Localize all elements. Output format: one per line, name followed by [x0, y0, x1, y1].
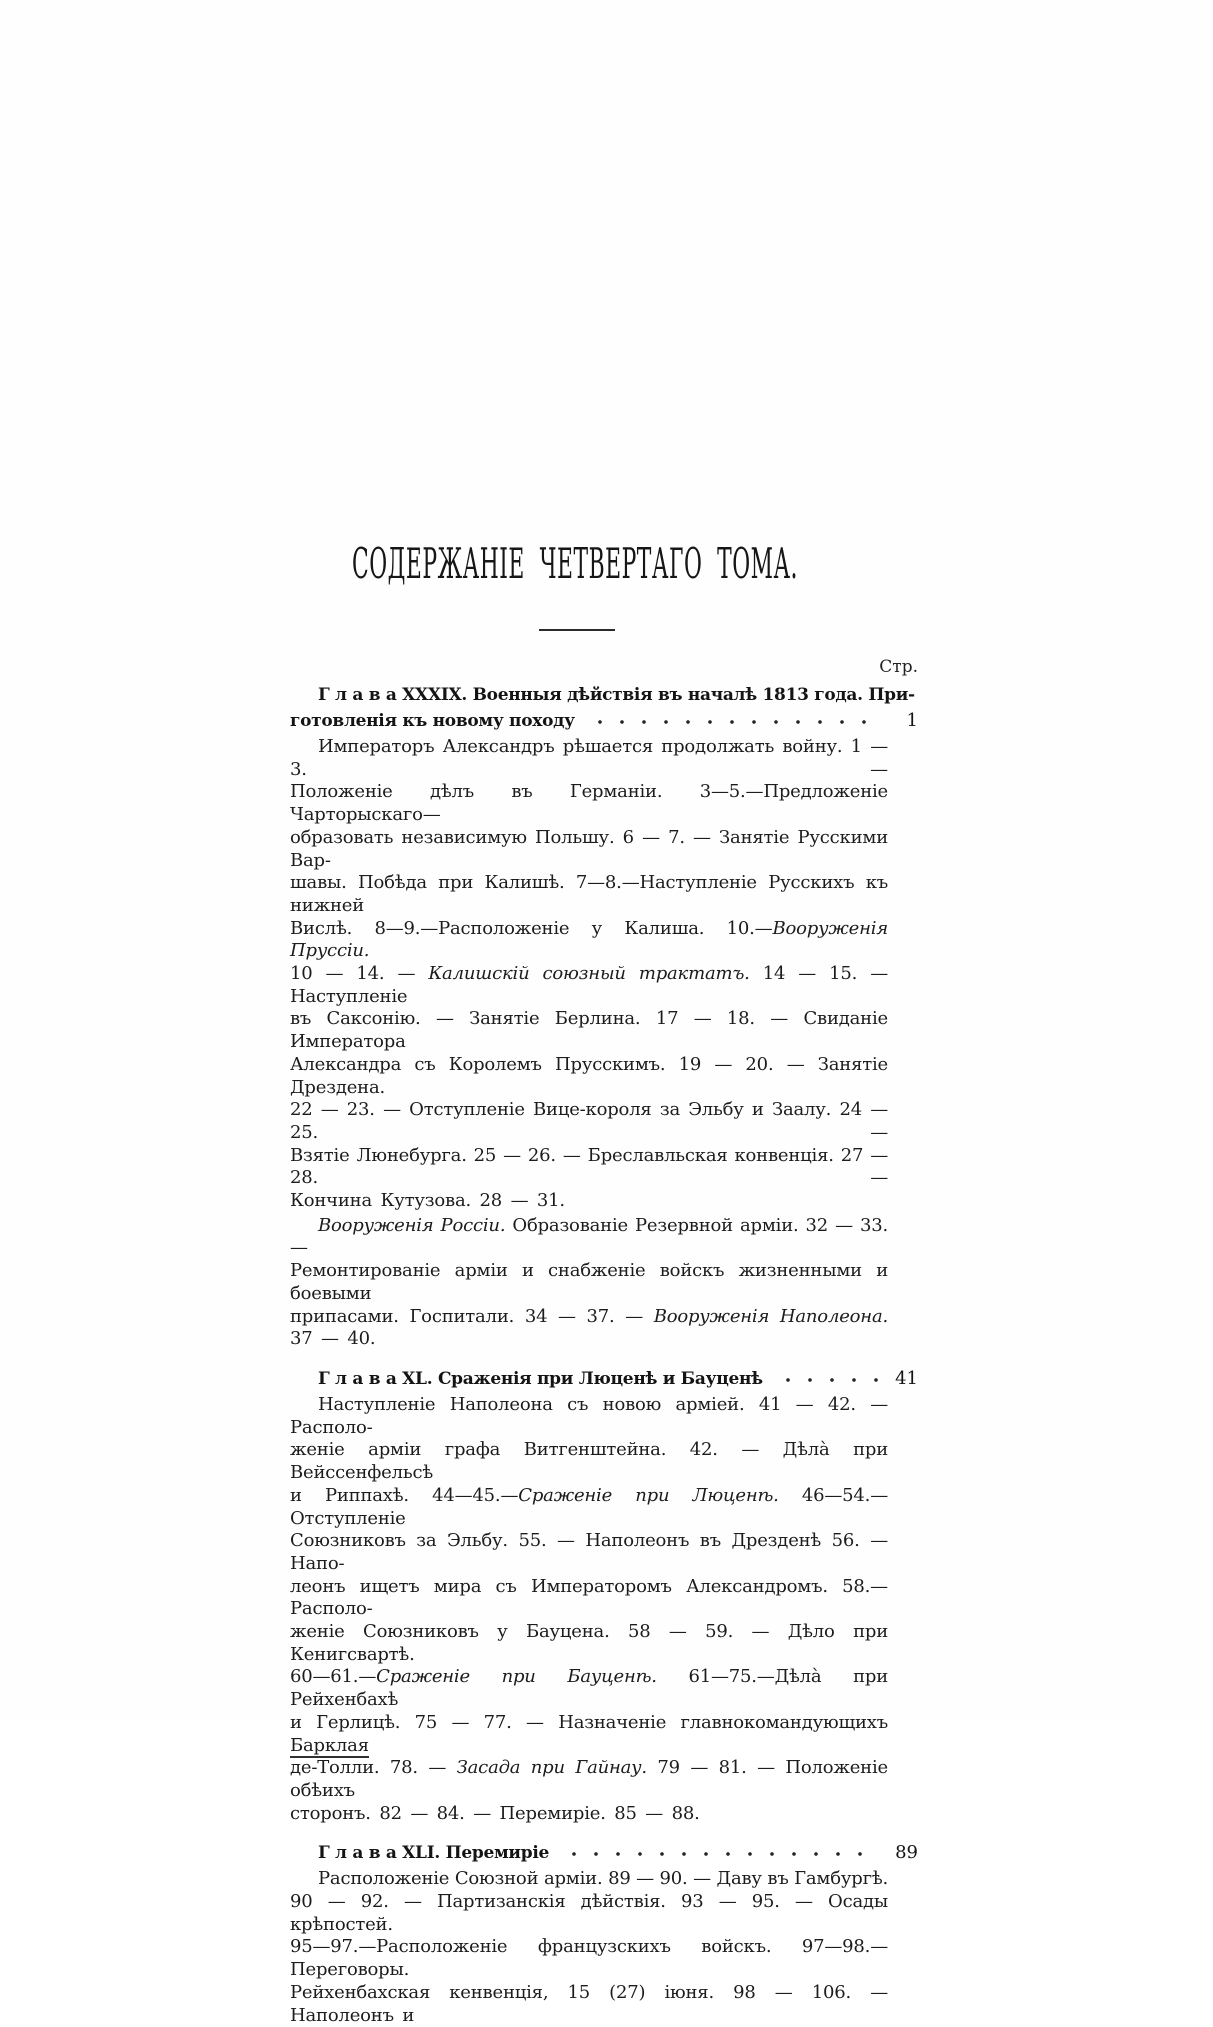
- text-run: 10 — 14. —: [290, 963, 429, 985]
- text-run: Наступленіе Наполеона съ новою арміей. 41 — 42. — Располо-: [290, 1393, 888, 1438]
- toc-line: [290, 1621, 918, 1666]
- text-run: сторонъ. 82 — 84. — Перемиріе. 85 — 88.: [290, 1802, 700, 1824]
- text-run: Положеніе дѣлъ въ Германіи. 3—5.—Предложеніе Чарторыскаго—: [290, 781, 888, 826]
- chapter-page-number: 89: [895, 1842, 918, 1864]
- dot-leader: [589, 718, 880, 726]
- toc-paragraph: [290, 736, 918, 1213]
- text-run: Расположеніе Союзной арміи. 89 — 90. — Даву въ Гамбургѣ.: [318, 1868, 888, 1890]
- toc-content: [290, 683, 918, 2027]
- text-run-italic: Вооруженія Россіи.: [318, 1214, 506, 1236]
- text-run-italic: Сраженіе при Люценѣ.: [518, 1484, 779, 1506]
- toc-line: [290, 1803, 918, 1826]
- text-run: Ремонтированіе арміи и снабженіе войскъ жизненными и боевыми: [290, 1260, 888, 1304]
- chapter-heading-line: [290, 683, 918, 708]
- toc-paragraph: [290, 1868, 918, 2027]
- text-run-italic: Вооруженія Пруссіи.: [290, 917, 888, 962]
- text-run: Взятіе Люнебурга. 25 — 26. — Бреславльская конвенція. 27 — 28. —: [290, 1144, 888, 1189]
- chapter-heading-text: Г л а в а XL. Сраженія при Люценѣ и Бауценѣ: [318, 1368, 763, 1389]
- toc-line: [290, 1008, 918, 1053]
- text-run: леонъ ищетъ мира съ Императоромъ Александромъ. 58.—Располо-: [290, 1575, 888, 1620]
- chapter-page-number: 1: [906, 710, 918, 731]
- toc-line: [290, 1485, 918, 1530]
- chapter-heading: [290, 1366, 918, 1392]
- toc-line: [290, 1891, 918, 1936]
- text-run: 14 — 15. — Наступленіе: [290, 963, 889, 1007]
- toc-line: [290, 1712, 918, 1757]
- text-run-italic: Сраженіе при Бауценѣ.: [376, 1666, 657, 1688]
- text-run: 79 — 81. — Положеніе обѣихъ: [290, 1757, 888, 1801]
- text-run: 60—61.—: [290, 1666, 377, 1688]
- text-run: 22 — 23. — Отступленіе Вице-короля за Эльбу и Заалу. 24 — 25. —: [290, 1099, 888, 1143]
- toc-line: [290, 1054, 918, 1099]
- toc-line: [290, 1190, 918, 1213]
- toc-line: [290, 1666, 918, 1711]
- dot-leader: [777, 1376, 880, 1384]
- text-run: 90 — 92. — Партизанскія дѣйствія. 93 — 95. — Осады крѣпостей.: [290, 1891, 888, 1935]
- text-run: женіе арміи графа Витгенштейна. 42. — Дѣла̀ при Вейссенфельсѣ: [290, 1439, 888, 1484]
- toc-line: [290, 1982, 918, 2027]
- text-run: Образованіе Резервной арміи. 32 — 33. —: [290, 1214, 888, 1259]
- toc-line: [290, 872, 918, 917]
- text-run: шавы. Побѣда при Калишѣ. 7—8.—Наступленіе Русскихъ къ нижней: [290, 872, 888, 916]
- toc-line: [290, 1936, 918, 1981]
- toc-line: [290, 963, 918, 1008]
- toc-paragraph: [290, 1215, 918, 1351]
- page-title: СОДЕРЖАНІЕ ЧЕТВЕРТАГО ТОМА.: [351, 539, 799, 588]
- toc-line: [290, 1306, 918, 1351]
- toc-line: [290, 1576, 918, 1621]
- chapter-heading: [290, 683, 918, 734]
- chapter-heading-text: готовленія къ новому походу: [290, 711, 575, 731]
- text-run: Александра съ Королемъ Прусскимъ. 19 — 20. — Занятіе Дрездена.: [290, 1053, 888, 1098]
- toc-line: [290, 1394, 918, 1439]
- chapter-page-number: 41: [895, 1367, 918, 1389]
- toc-line: [290, 1530, 918, 1575]
- text-run: 37 — 40.: [290, 1328, 376, 1350]
- chapter-heading-text: Г л а в а XLI. Перемиріе: [318, 1843, 549, 1864]
- toc-line: [290, 781, 918, 826]
- text-run: припасами. Госпитали. 34 — 37. —: [290, 1305, 654, 1327]
- text-run-italic: Калишскій союзный трактатъ.: [428, 963, 750, 985]
- chapter-heading-text: Г л а в а XXXIX. Военныя дѣйствія въ началѣ 1813 года. При-: [318, 685, 915, 705]
- dot-leader: [563, 1850, 880, 1858]
- toc-line: [290, 1215, 918, 1260]
- toc-line: [290, 1439, 918, 1484]
- text-run: женіе Союзниковъ у Бауцена. 58 — 59. — Дѣло при Кенигсвартѣ.: [290, 1621, 888, 1665]
- toc-line: [290, 1099, 918, 1144]
- chapter-heading-line: [290, 1366, 918, 1392]
- text-run: 95—97.—Расположеніе французскихъ войскъ. 97—98.—Переговоры.: [290, 1936, 888, 1981]
- text-run-italic: Засада при Гайнау.: [456, 1757, 647, 1779]
- text-run: и Риппахѣ. 44—45.—: [290, 1484, 519, 1506]
- toc-paragraph: [290, 1394, 918, 1825]
- text-run: Рейхенбахская кенвенція, 15 (27) іюня. 98 — 106. — Наполеонъ и: [290, 1981, 888, 2026]
- text-run-italic: Вооруженія Наполеона.: [653, 1305, 888, 1327]
- page-column-label: Стр.: [879, 657, 918, 677]
- title-divider: [539, 629, 615, 631]
- toc-line: [290, 1145, 918, 1190]
- chapter-heading-line: [290, 1840, 918, 1866]
- chapter-heading-line: [290, 708, 918, 734]
- text-run: Кончина Кутузова. 28 — 31.: [290, 1190, 565, 1212]
- toc-line: [290, 1757, 918, 1802]
- toc-line: [290, 918, 918, 963]
- text-run: Союзниковъ за Эльбу. 55. — Наполеонъ въ Дрезденѣ 56. — Напо-: [290, 1530, 888, 1574]
- text-run: 46—54.—Отступленіе: [290, 1484, 888, 1529]
- toc-line: [290, 1868, 918, 1891]
- chapter-heading: [290, 1840, 918, 1866]
- text-run: Вислѣ. 8—9.—Расположеніе у Калиша. 10.—: [290, 917, 773, 939]
- text-run: Императоръ Александръ рѣшается продолжать войну. 1 — 3. —: [290, 736, 888, 780]
- text-run: въ Саксонію. — Занятіе Берлина. 17 — 18. — Свиданіе Императора: [290, 1008, 888, 1053]
- toc-line: [290, 1260, 918, 1305]
- text-run: образовать независимую Польшу. 6 — 7. — Занятіе Русскими Вар-: [290, 826, 888, 871]
- toc-line: [290, 736, 918, 781]
- text-run: и Герлицѣ. 75 — 77. — Назначеніе главнокомандующихъ: [290, 1711, 888, 1733]
- text-run-underline: Барклая: [290, 1734, 369, 1756]
- text-run: де-Толли. 78. —: [290, 1757, 457, 1779]
- toc-line: [290, 827, 918, 872]
- text-run: 61—75.—Дѣла̀ при Рейхенбахѣ: [290, 1666, 888, 1711]
